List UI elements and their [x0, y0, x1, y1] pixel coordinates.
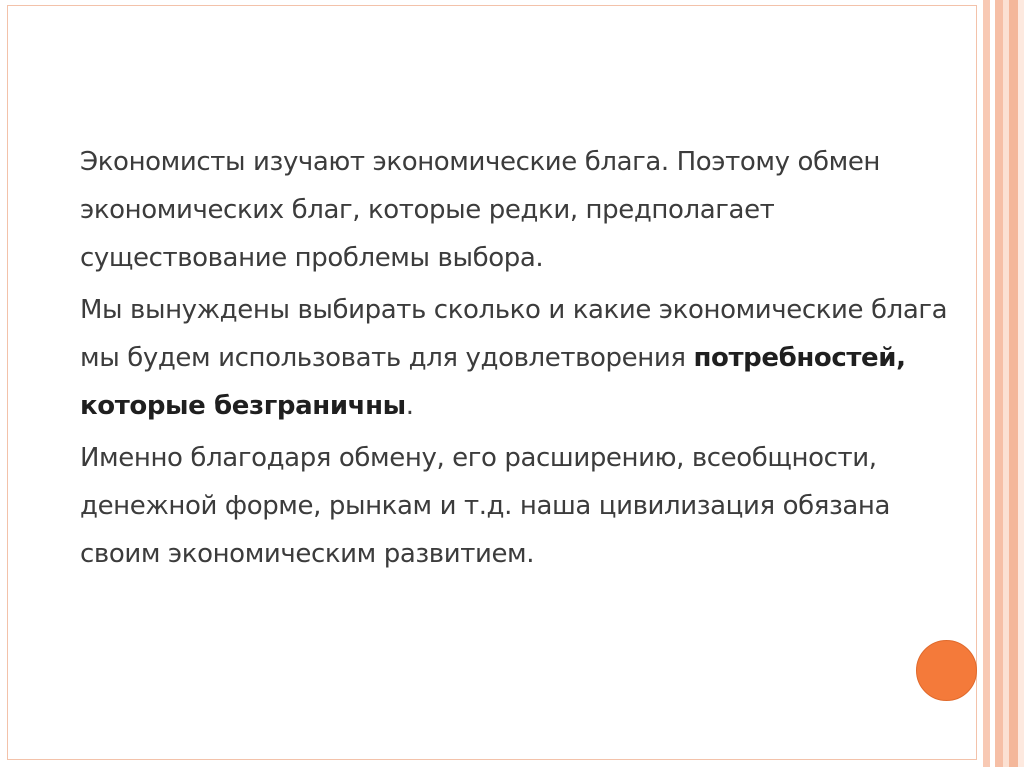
stripe — [983, 0, 990, 767]
stripe — [1009, 0, 1018, 767]
stripe — [1018, 0, 1024, 767]
paragraph-2 — [80, 286, 960, 430]
stripe — [995, 0, 1003, 767]
slide-text — [80, 138, 960, 582]
paragraph-3: Именно благодаря обмену, его расширению, всеобщности, денежной форме, рынкам и т.д. наша цивилизация обязана своим экономическим развитием. — [80, 443, 891, 569]
orange-circle-icon — [916, 640, 977, 701]
paragraph-2-text: Мы вынуждены выбирать сколько и какие экономические блага мы будем использовать для удовлетворения — [80, 295, 948, 373]
decorative-stripes — [983, 0, 1024, 767]
paragraph-1: Экономисты изучают экономические блага. Поэтому обмен экономических благ, которые редки, предполагает существование проблемы выбора. — [80, 147, 881, 273]
paragraph-2-end: . — [405, 391, 414, 421]
paragraph-2-bold: потребностей, которые безграничны — [80, 343, 906, 421]
